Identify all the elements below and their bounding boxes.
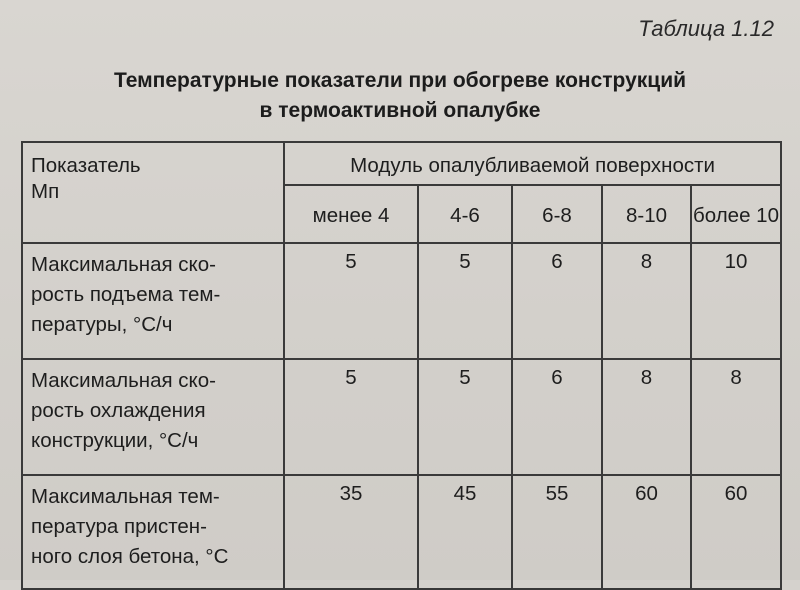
header-group-cell: Модуль опалубливаемой поверхности [284,142,781,185]
value-cell: 55 [512,475,602,589]
header-col-1: менее 4 [284,185,418,243]
value-cell: 8 [602,359,691,475]
value-cell: 60 [691,475,781,589]
header-param-line-2: Мп [31,180,60,203]
header-param-line-1: Показатель [31,154,141,177]
row-label [22,475,284,589]
data-table [21,141,782,590]
row-label-line: Максимальная тем- [31,485,220,508]
row-label-line: рость подъема тем- [31,283,221,306]
row-label-line: Максимальная ско- [31,369,216,392]
table-title [0,66,800,126]
header-col-3: 6-8 [512,185,602,243]
header-col-4: 8-10 [602,185,691,243]
value-cell: 60 [602,475,691,589]
table-row [22,475,781,589]
header-col-5: более 10 [691,185,781,243]
title-line-1: Температурные показатели при обогреве конструкций [113,69,687,92]
row-label-line: пература пристен- [31,515,207,538]
table-row [22,243,781,359]
value-cell: 8 [691,359,781,475]
value-cell: 5 [284,243,418,359]
value-cell: 5 [418,243,512,359]
header-row-1 [22,142,781,185]
row-label [22,243,284,359]
row-label-line: конструкции, °С/ч [31,429,199,452]
value-cell: 35 [284,475,418,589]
table-number: Таблица 1.12 [638,16,774,41]
value-cell: 6 [512,359,602,475]
value-cell: 10 [691,243,781,359]
row-label-line: рость охлаждения [31,399,206,422]
value-cell: 5 [418,359,512,475]
row-label-line: Максимальная ско- [31,253,216,276]
value-cell: 5 [284,359,418,475]
header-col-2: 4-6 [418,185,512,243]
value-cell: 6 [512,243,602,359]
row-label [22,359,284,475]
header-param-cell [22,142,284,243]
title-line-2: в термоактивной опалубке [259,99,541,122]
row-label-line: пературы, °С/ч [31,313,173,336]
value-cell: 45 [418,475,512,589]
table-row [22,359,781,475]
row-label-line: ного слоя бетона, °С [31,545,229,568]
value-cell: 8 [602,243,691,359]
